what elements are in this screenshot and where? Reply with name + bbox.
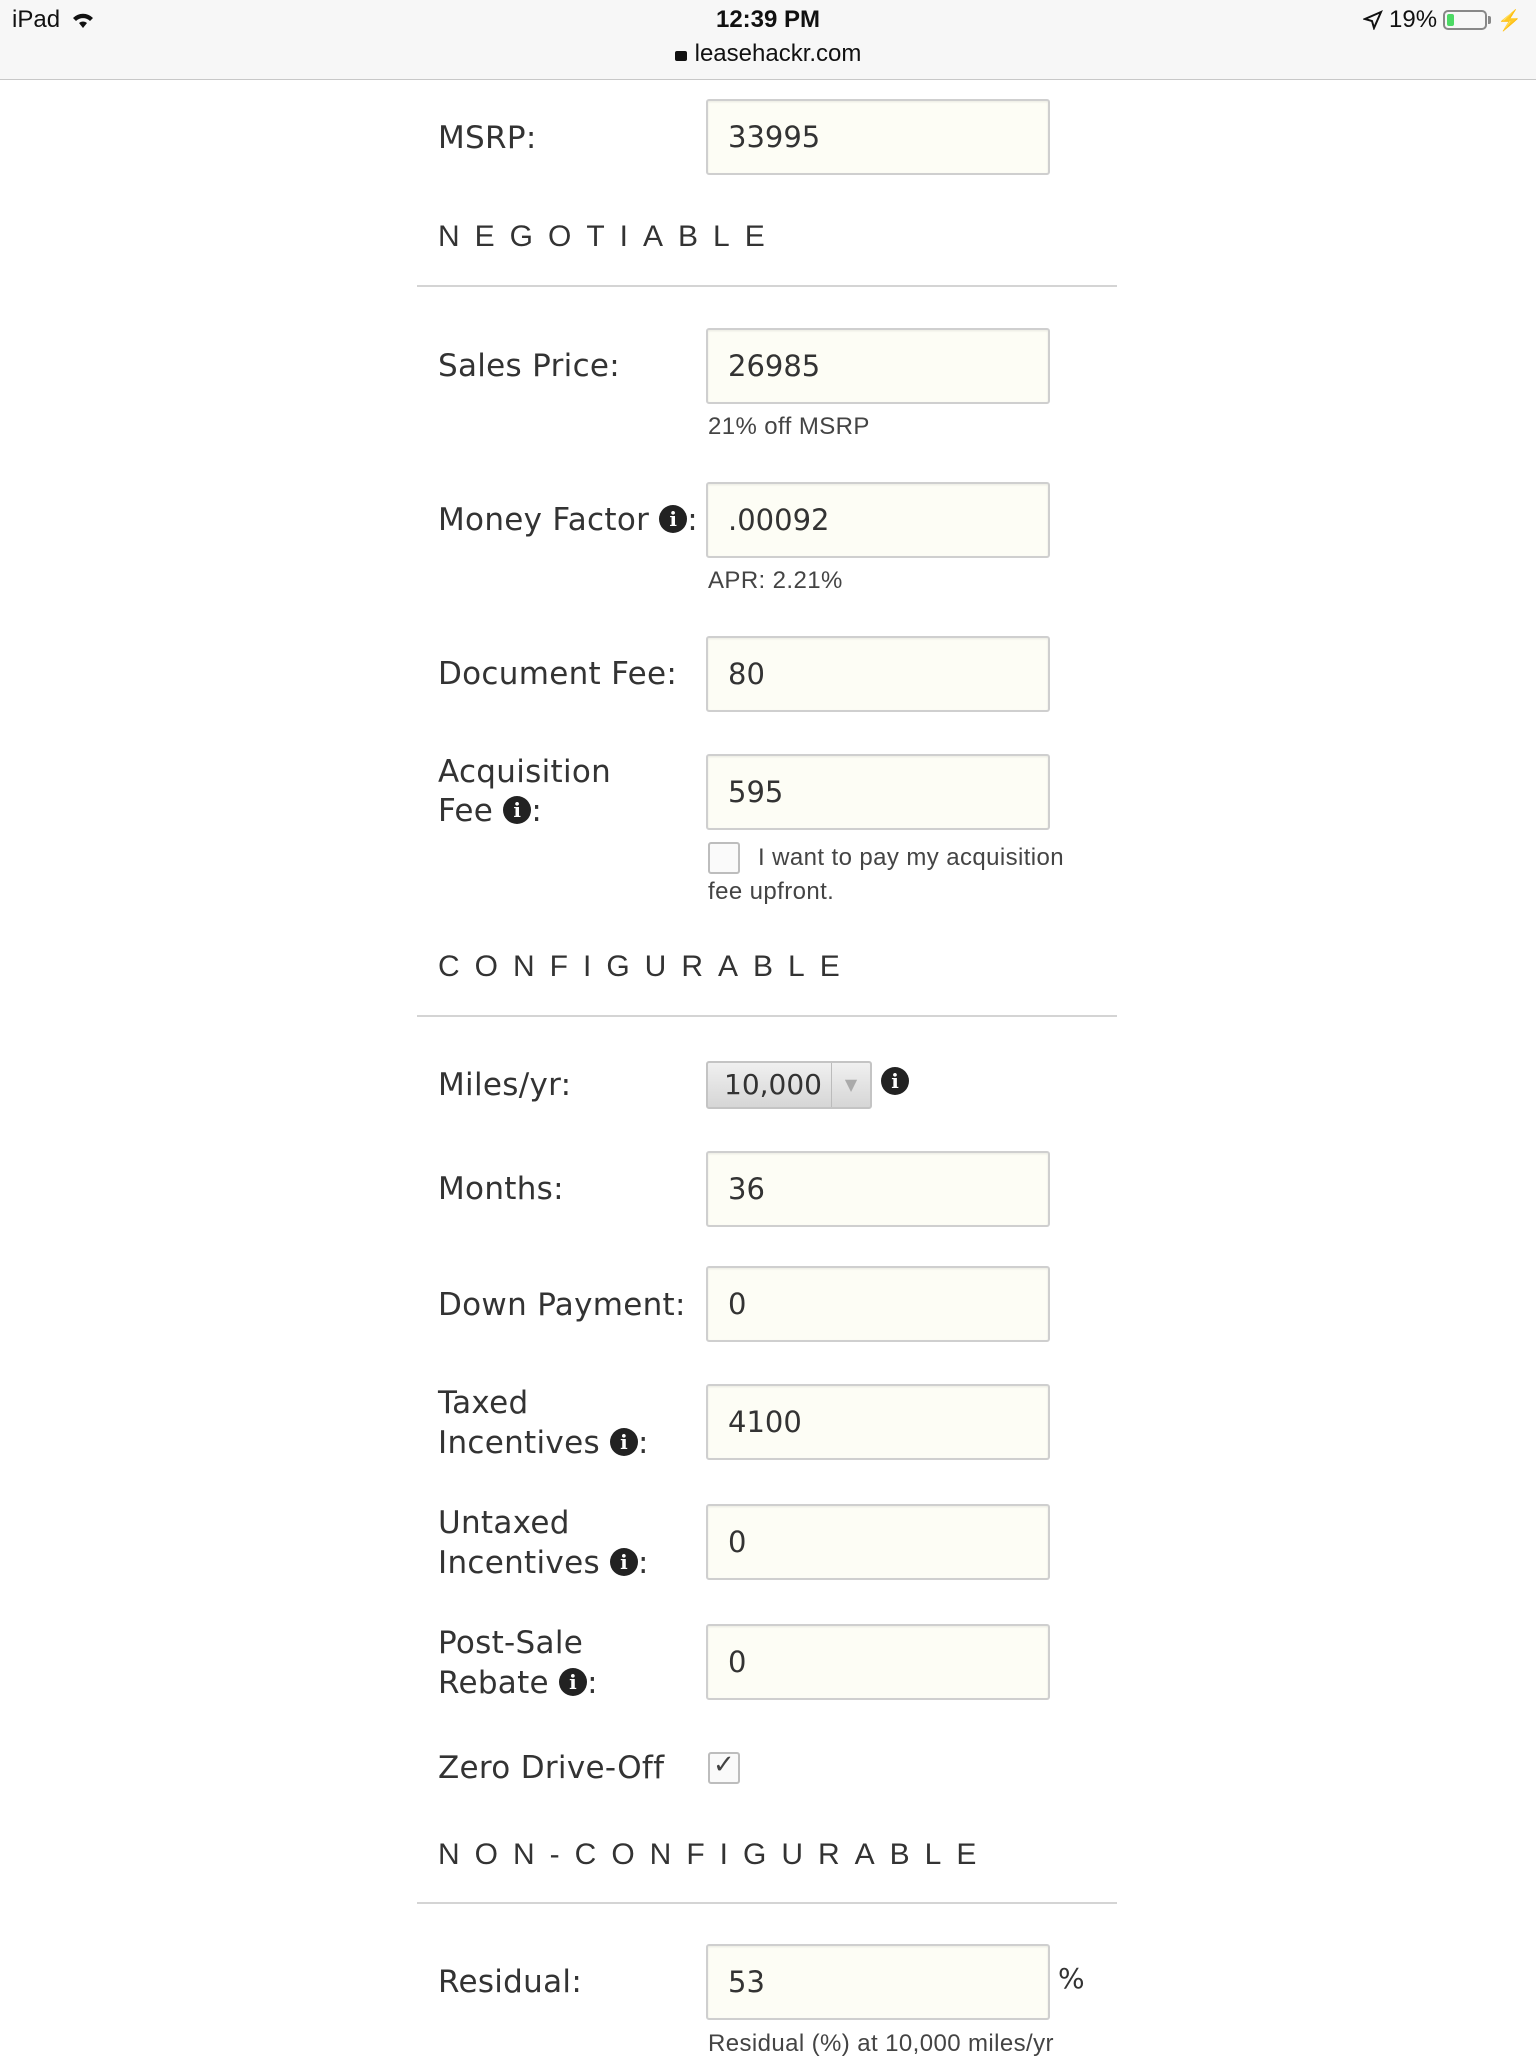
months-input[interactable]: 36 <box>706 1151 1050 1227</box>
section-divider <box>417 1015 1117 1017</box>
acquisition-fee-input[interactable]: 595 <box>706 754 1050 830</box>
msrp-label: MSRP: <box>438 120 537 156</box>
down-payment-input[interactable]: 0 <box>706 1266 1050 1342</box>
clock: 12:39 PM <box>715 6 821 33</box>
sales-price-label: Sales Price: <box>438 348 621 384</box>
battery-tip <box>1488 16 1491 24</box>
residual-unit: % <box>1058 1962 1085 1995</box>
url-text: leasehackr.com <box>694 40 862 67</box>
taxed-incentives-label-line2 <box>438 1423 649 1463</box>
zero-drive-off-label: Zero Drive-Off <box>438 1750 665 1786</box>
acquisition-upfront-checkbox[interactable] <box>708 842 740 874</box>
acquisition-upfront-label-line2: fee upfront. <box>708 878 835 905</box>
untaxed-incentives-label-line1: Untaxed <box>438 1505 570 1541</box>
info-icon[interactable]: i <box>559 1668 587 1696</box>
section-non-configurable: NON-CONFIGURABLE <box>438 1838 992 1871</box>
money-factor-label-text: Money Factor <box>438 502 650 538</box>
post-sale-rebate-input[interactable]: 0 <box>706 1624 1050 1700</box>
msrp-input[interactable]: 33995 <box>706 99 1050 175</box>
acquisition-fee-label-line1: Acquisition <box>438 754 612 790</box>
check-icon: ✓ <box>713 1750 735 1780</box>
untaxed-incentives-label-text: Incentives <box>438 1545 600 1581</box>
untaxed-incentives-input[interactable]: 0 <box>706 1504 1050 1580</box>
residual-input[interactable]: 53 <box>706 1944 1050 2020</box>
address-bar[interactable] <box>0 40 1536 68</box>
battery-percent: 19% <box>1389 6 1438 33</box>
location-arrow-icon <box>1363 10 1383 30</box>
info-icon[interactable]: i <box>610 1548 638 1576</box>
status-right <box>1363 6 1522 34</box>
zero-drive-off-checkbox[interactable] <box>708 1752 740 1784</box>
residual-hint: Residual (%) at 10,000 miles/yr <box>708 2030 1054 2057</box>
months-label: Months: <box>438 1171 564 1207</box>
info-icon[interactable]: i <box>503 796 531 824</box>
battery-level <box>1447 14 1454 26</box>
post-sale-rebate-label-line2 <box>438 1663 598 1703</box>
device-name: iPad <box>12 6 61 33</box>
miles-select[interactable] <box>706 1061 872 1109</box>
residual-label: Residual: <box>438 1964 583 2000</box>
miles-selected-value: 10,000 <box>724 1068 822 1101</box>
chevron-down-icon: ▼ <box>831 1063 870 1107</box>
acquisition-upfront-label-line1: I want to pay my acquisition <box>758 844 1065 871</box>
lock-icon <box>675 51 687 61</box>
taxed-incentives-label-text: Incentives <box>438 1425 600 1461</box>
down-payment-label: Down Payment: <box>438 1287 686 1323</box>
section-divider <box>417 1902 1117 1904</box>
untaxed-incentives-label-line2 <box>438 1543 649 1583</box>
sales-price-input[interactable]: 26985 <box>706 328 1050 404</box>
untaxed-incentives-label-suffix: : <box>638 1545 649 1581</box>
taxed-incentives-label-line1: Taxed <box>438 1385 529 1421</box>
section-negotiable: NEGOTIABLE <box>438 220 780 253</box>
info-icon[interactable]: i <box>659 505 687 533</box>
sales-price-hint: 21% off MSRP <box>708 413 870 440</box>
acquisition-fee-label-suffix: : <box>531 793 543 829</box>
money-factor-label <box>438 500 698 540</box>
acquisition-fee-label-line2 <box>438 791 542 831</box>
status-bar <box>0 0 1536 80</box>
charging-bolt-icon: ⚡ <box>1497 9 1522 32</box>
money-factor-input[interactable]: .00092 <box>706 482 1050 558</box>
apr-hint: APR: 2.21% <box>708 567 843 594</box>
taxed-incentives-input[interactable]: 4100 <box>706 1384 1050 1460</box>
document-fee-input[interactable]: 80 <box>706 636 1050 712</box>
info-icon[interactable]: i <box>881 1067 909 1095</box>
battery-icon <box>1443 10 1487 30</box>
taxed-incentives-label-suffix: : <box>638 1425 649 1461</box>
post-sale-rebate-label-suffix: : <box>587 1665 598 1701</box>
post-sale-rebate-label-text: Rebate <box>438 1665 549 1701</box>
miles-label: Miles/yr: <box>438 1067 572 1103</box>
document-fee-label: Document Fee: <box>438 656 678 692</box>
acquisition-fee-label-text: Fee <box>438 793 494 829</box>
money-factor-label-suffix: : <box>687 502 699 538</box>
info-icon[interactable]: i <box>610 1428 638 1456</box>
section-configurable: CONFIGURABLE <box>438 950 855 983</box>
section-divider <box>417 285 1117 287</box>
post-sale-rebate-label-line1: Post-Sale <box>438 1625 584 1661</box>
